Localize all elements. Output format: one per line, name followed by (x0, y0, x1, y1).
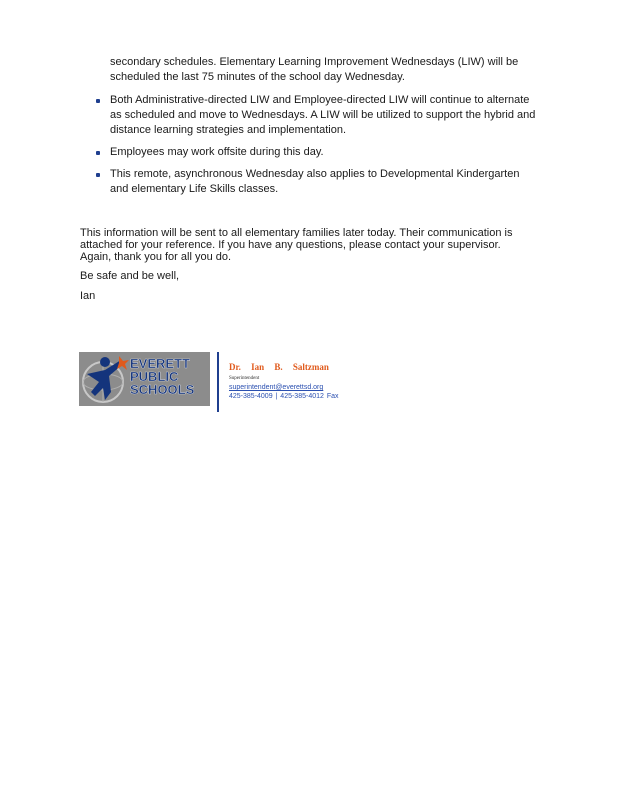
continued-text: secondary schedules. Elementary Learning Improvement Wednesdays (LIW) will be scheduled the last 75 minutes of the school day Wednesday. (110, 56, 519, 83)
signature-divider (217, 352, 219, 412)
logo-wordmark: EVERETT PUBLIC SCHOOLS (130, 356, 195, 397)
signoff-name: Ian (80, 290, 96, 302)
email-link[interactable]: superintendent@everettsd.org (229, 384, 324, 391)
signature-name: Dr. Ian B. Saltzman (229, 362, 329, 372)
everett-public-schools-logo (79, 352, 210, 406)
bullet-icon (96, 99, 100, 103)
signature-title: Superintendent (229, 376, 260, 381)
signature-info (229, 362, 389, 401)
list-item (96, 145, 536, 160)
info-paragraph: This information will be sent to all elementary families later today. Their communication is attached for your reference. If you have any questions, please contact your supervisor. Again, thank you for all you do. (80, 227, 513, 263)
email-signature (79, 352, 379, 412)
list-item (96, 93, 536, 138)
list-item (96, 167, 536, 197)
bullet-text: This remote, asynchronous Wednesday also applies to Developmental Kindergarten and elementary Life Skills classes. (110, 168, 520, 195)
phone-numbers: 425-385-4009 | 425-385-4012 Fax (229, 393, 339, 400)
bullet-icon (96, 173, 100, 177)
bullet-text: Both Administrative-directed LIW and Employee-directed LIW will continue to alternate as scheduled and move to Wednesdays. A LIW will be utilized to support the hybrid and distance learning strategies and implementation. (110, 94, 536, 136)
bullet-list (96, 93, 536, 204)
closing-line: Be safe and be well, (80, 270, 180, 282)
bullet-icon (96, 151, 100, 155)
bullet-text: Employees may work offsite during this day. (110, 146, 324, 158)
